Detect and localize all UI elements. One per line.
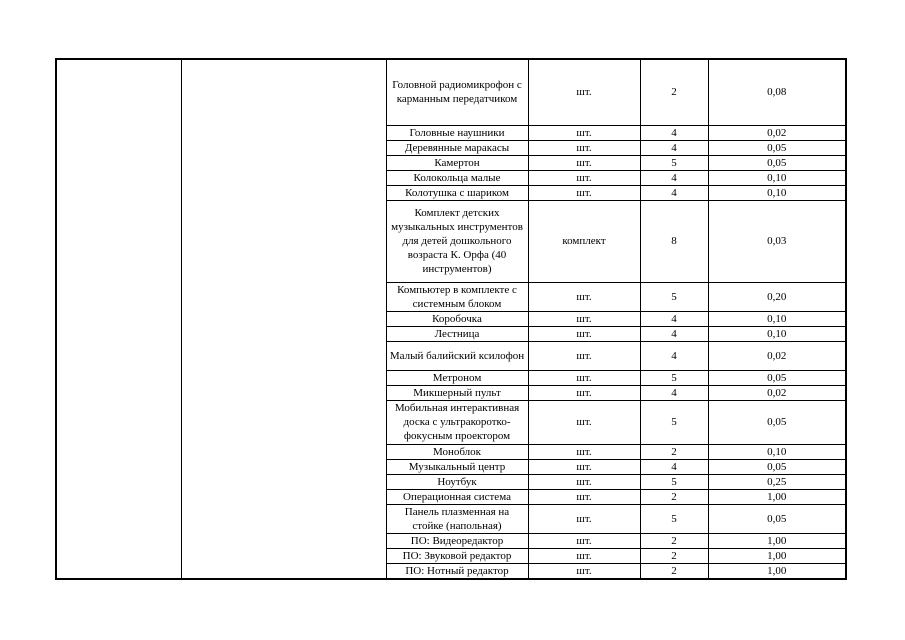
- item-name-cell: ПО: Звуковой редактор: [386, 548, 528, 563]
- item-name-cell: Головные наушники: [386, 125, 528, 140]
- unit-cell: шт.: [528, 155, 640, 170]
- unit-cell: шт.: [528, 326, 640, 341]
- quantity-cell: 8: [640, 200, 708, 282]
- unit-cell: шт.: [528, 489, 640, 504]
- unit-cell: шт.: [528, 370, 640, 385]
- quantity-cell: 2: [640, 444, 708, 459]
- item-name-cell: Деревянные маракасы: [386, 140, 528, 155]
- norm-cell: 0,10: [708, 311, 846, 326]
- unit-cell: шт.: [528, 385, 640, 400]
- item-name-cell: Моноблок: [386, 444, 528, 459]
- table-row: [56, 59, 846, 125]
- empty-description-cell: [181, 59, 386, 579]
- norm-cell: 0,02: [708, 341, 846, 370]
- item-name-cell: Колокольца малые: [386, 170, 528, 185]
- item-name-cell: Панель плазменная на стойке (напольная): [386, 504, 528, 533]
- item-name-cell: Метроном: [386, 370, 528, 385]
- item-name-cell: Операционная система: [386, 489, 528, 504]
- item-name-cell: Коробочка: [386, 311, 528, 326]
- quantity-cell: 5: [640, 155, 708, 170]
- item-name-cell: Компьютер в комплекте с системным блоком: [386, 282, 528, 311]
- unit-cell: комплект: [528, 200, 640, 282]
- quantity-cell: 4: [640, 125, 708, 140]
- norm-cell: 0,05: [708, 140, 846, 155]
- unit-cell: шт.: [528, 459, 640, 474]
- norm-cell: 1,00: [708, 489, 846, 504]
- empty-section-cell: [56, 59, 181, 579]
- quantity-cell: 4: [640, 385, 708, 400]
- unit-cell: шт.: [528, 504, 640, 533]
- norm-cell: 0,05: [708, 155, 846, 170]
- norm-cell: 0,02: [708, 125, 846, 140]
- equipment-table-body: [56, 59, 846, 579]
- quantity-cell: 5: [640, 400, 708, 444]
- norm-cell: 0,08: [708, 59, 846, 125]
- quantity-cell: 2: [640, 489, 708, 504]
- item-name-cell: Комплект детских музыкальных инструментов для детей дошкольного возраста К. Орфа (40 инструментов): [386, 200, 528, 282]
- norm-cell: 0,10: [708, 170, 846, 185]
- item-name-cell: Мобильная интерактивная доска с ультракоротко-фокусным проектором: [386, 400, 528, 444]
- norm-cell: 0,02: [708, 385, 846, 400]
- norm-cell: 0,10: [708, 326, 846, 341]
- norm-cell: 0,05: [708, 459, 846, 474]
- unit-cell: шт.: [528, 563, 640, 579]
- norm-cell: 0,20: [708, 282, 846, 311]
- norm-cell: 1,00: [708, 533, 846, 548]
- quantity-cell: 2: [640, 533, 708, 548]
- quantity-cell: 5: [640, 282, 708, 311]
- quantity-cell: 4: [640, 311, 708, 326]
- quantity-cell: 2: [640, 59, 708, 125]
- item-name-cell: Лестница: [386, 326, 528, 341]
- unit-cell: шт.: [528, 185, 640, 200]
- quantity-cell: 5: [640, 370, 708, 385]
- norm-cell: 0,25: [708, 474, 846, 489]
- item-name-cell: Ноутбук: [386, 474, 528, 489]
- item-name-cell: Музыкальный центр: [386, 459, 528, 474]
- quantity-cell: 4: [640, 185, 708, 200]
- unit-cell: шт.: [528, 400, 640, 444]
- norm-cell: 0,05: [708, 504, 846, 533]
- item-name-cell: Малый балийский ксилофон: [386, 341, 528, 370]
- item-name-cell: Головной радиомикрофон с карманным передатчиком: [386, 59, 528, 125]
- quantity-cell: 4: [640, 170, 708, 185]
- quantity-cell: 2: [640, 563, 708, 579]
- item-name-cell: ПО: Нотный редактор: [386, 563, 528, 579]
- item-name-cell: Камертон: [386, 155, 528, 170]
- equipment-table: [55, 58, 847, 580]
- unit-cell: шт.: [528, 170, 640, 185]
- quantity-cell: 5: [640, 504, 708, 533]
- norm-cell: 1,00: [708, 548, 846, 563]
- quantity-cell: 5: [640, 474, 708, 489]
- norm-cell: 0,05: [708, 370, 846, 385]
- unit-cell: шт.: [528, 282, 640, 311]
- quantity-cell: 4: [640, 326, 708, 341]
- unit-cell: шт.: [528, 125, 640, 140]
- item-name-cell: Колотушка с шариком: [386, 185, 528, 200]
- unit-cell: шт.: [528, 533, 640, 548]
- item-name-cell: Микшерный пульт: [386, 385, 528, 400]
- item-name-cell: ПО: Видеоредактор: [386, 533, 528, 548]
- unit-cell: шт.: [528, 548, 640, 563]
- quantity-cell: 4: [640, 140, 708, 155]
- quantity-cell: 4: [640, 341, 708, 370]
- norm-cell: 0,10: [708, 185, 846, 200]
- unit-cell: шт.: [528, 341, 640, 370]
- quantity-cell: 2: [640, 548, 708, 563]
- norm-cell: 0,05: [708, 400, 846, 444]
- quantity-cell: 4: [640, 459, 708, 474]
- unit-cell: шт.: [528, 140, 640, 155]
- unit-cell: шт.: [528, 311, 640, 326]
- norm-cell: 1,00: [708, 563, 846, 579]
- unit-cell: шт.: [528, 444, 640, 459]
- unit-cell: шт.: [528, 59, 640, 125]
- unit-cell: шт.: [528, 474, 640, 489]
- norm-cell: 0,10: [708, 444, 846, 459]
- norm-cell: 0,03: [708, 200, 846, 282]
